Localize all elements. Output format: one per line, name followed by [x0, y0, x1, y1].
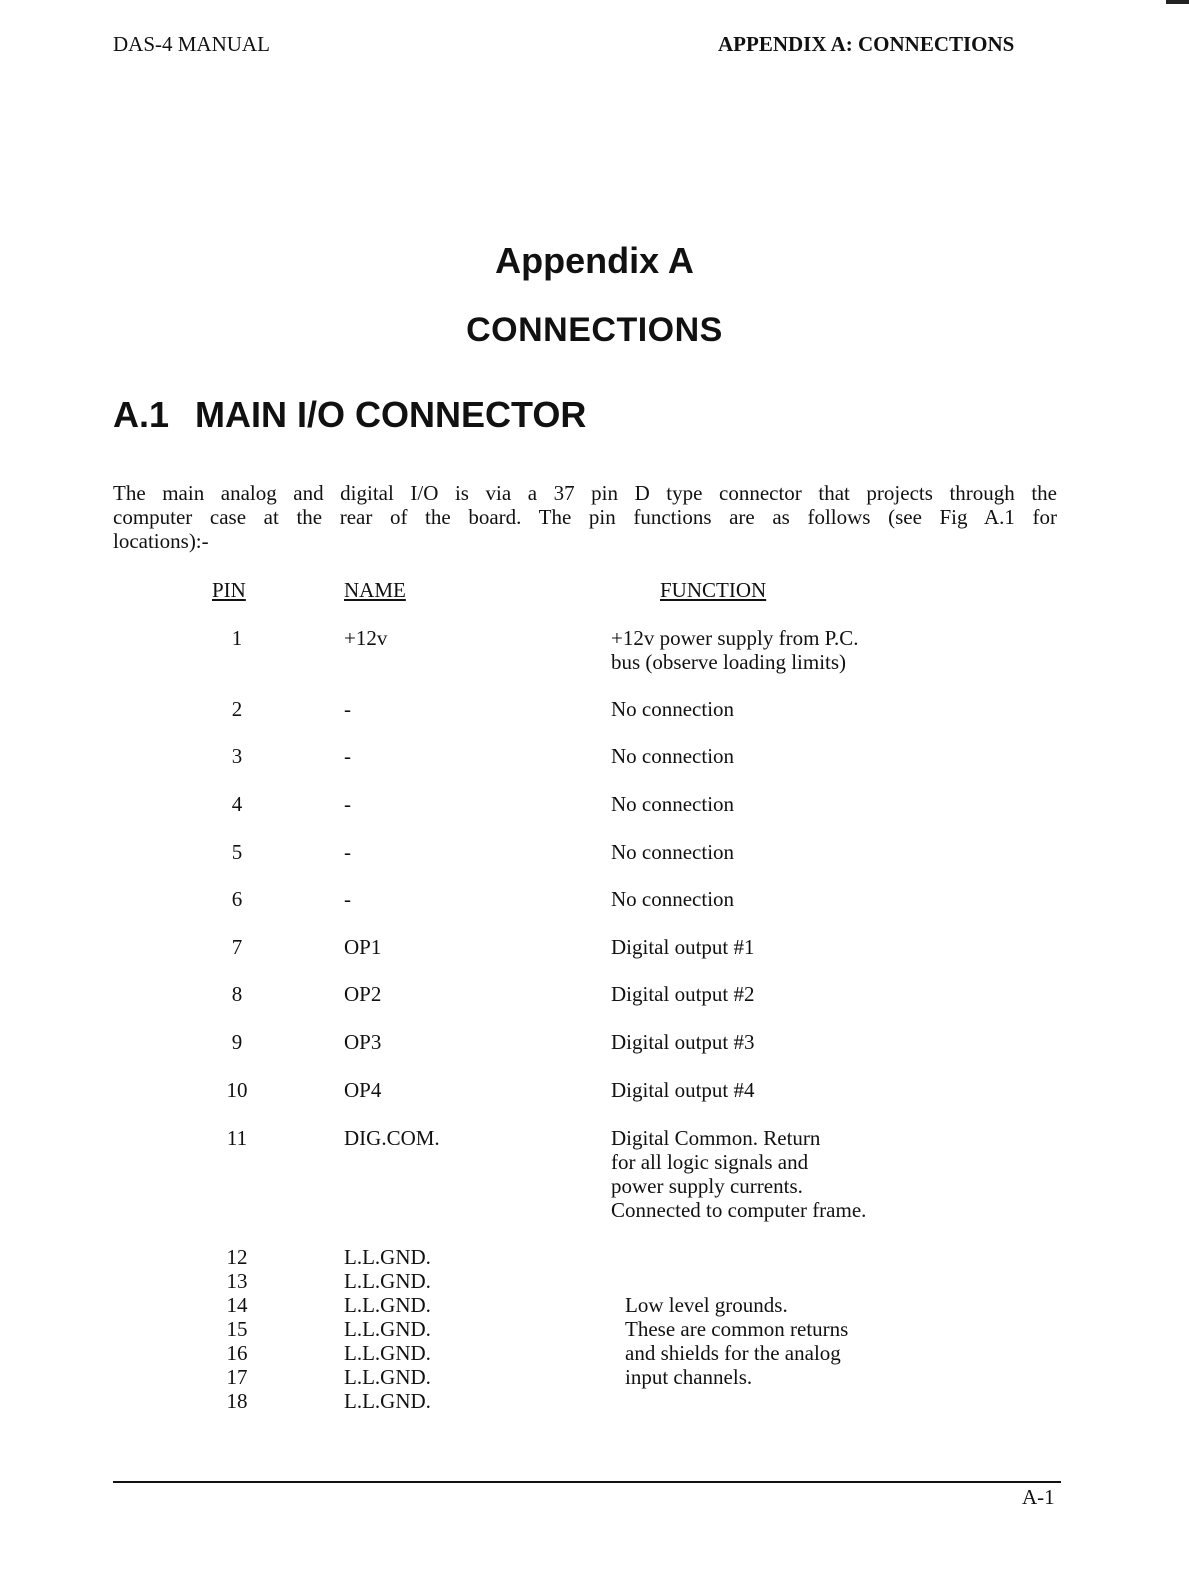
pin-name: L.L.GND.: [344, 1365, 431, 1389]
pin-name: -: [344, 840, 351, 864]
pin-function-line: No connection: [611, 792, 735, 816]
intro-line: locations):-: [113, 529, 209, 553]
pin-name: OP3: [344, 1030, 382, 1054]
pin-name: OP1: [344, 935, 382, 959]
pin-name: DIG.COM.: [344, 1126, 440, 1150]
pin-name: L.L.GND.: [344, 1245, 431, 1269]
pin-name: L.L.GND.: [344, 1269, 431, 1293]
pin-function-line: No connection: [611, 840, 735, 864]
pin-number: 2: [231, 697, 243, 721]
pin-number: 3: [231, 744, 243, 768]
pin-number: 16: [226, 1341, 248, 1365]
pin-name: -: [344, 744, 351, 768]
pin-number: 8: [231, 982, 243, 1006]
pin-name: L.L.GND.: [344, 1341, 431, 1365]
page-number: A-1: [1022, 1485, 1055, 1509]
pin-number: 12: [226, 1245, 248, 1269]
pin-number: 13: [226, 1269, 248, 1293]
section-title: MAIN I/O CONNECTOR: [195, 394, 587, 435]
pin-function-line: for all logic signals and: [611, 1150, 809, 1174]
pin-function-line: bus (observe loading limits): [611, 650, 847, 674]
pin-number: 5: [231, 840, 243, 864]
pin-name: OP2: [344, 982, 382, 1006]
pin-number: 7: [231, 935, 243, 959]
column-header-name: NAME: [344, 578, 406, 602]
scan-mark: [1166, 0, 1189, 4]
intro-line: The main analog and digital I/O is via a 37 pin D type connector that projects through the: [113, 481, 1057, 505]
pin-number: 11: [226, 1126, 248, 1150]
pin-number: 9: [231, 1030, 243, 1054]
pin-function-line: Digital output #2: [611, 982, 755, 1006]
ground-function-line: These are common returns: [625, 1317, 849, 1341]
pin-name: +12v: [344, 626, 388, 650]
ground-function-line: Low level grounds.: [625, 1293, 788, 1317]
pin-name: -: [344, 792, 351, 816]
pin-number: 14: [226, 1293, 248, 1317]
pin-function-line: Connected to computer frame.: [611, 1198, 867, 1222]
pin-function-line: Digital output #3: [611, 1030, 755, 1054]
pin-number: 1: [231, 626, 243, 650]
intro-paragraph: [113, 481, 1057, 553]
pin-name: L.L.GND.: [344, 1317, 431, 1341]
appendix-subtitle: CONNECTIONS: [466, 311, 723, 349]
section-heading: [113, 394, 586, 436]
running-header-right: APPENDIX A: CONNECTIONS: [718, 32, 1015, 56]
pin-number: 6: [231, 887, 243, 911]
running-header-left: DAS-4 MANUAL: [113, 32, 270, 56]
pin-name: OP4: [344, 1078, 382, 1102]
section-number: A.1: [113, 394, 170, 435]
pin-function-line: No connection: [611, 697, 735, 721]
intro-line: computer case at the rear of the board. The pin functions are as follows (see Fig A.1 for: [113, 505, 1057, 529]
pin-name: L.L.GND.: [344, 1293, 431, 1317]
appendix-title: Appendix A: [495, 240, 694, 281]
pin-name: -: [344, 887, 351, 911]
pin-name: -: [344, 697, 351, 721]
pin-function-line: Digital Common. Return: [611, 1126, 821, 1150]
pin-function-line: No connection: [611, 887, 735, 911]
pin-number: 10: [226, 1078, 248, 1102]
pin-function-line: No connection: [611, 744, 735, 768]
pin-name: L.L.GND.: [344, 1389, 431, 1413]
pin-number: 18: [226, 1389, 248, 1413]
ground-function-line: and shields for the analog: [625, 1341, 841, 1365]
pin-number: 15: [226, 1317, 248, 1341]
pin-function-line: +12v power supply from P.C.: [611, 626, 859, 650]
pin-number: 4: [231, 792, 243, 816]
footer-rule: [113, 1481, 1061, 1483]
column-header-function: FUNCTION: [660, 578, 767, 602]
column-header-pin: PIN: [212, 578, 246, 602]
pin-function-line: Digital output #1: [611, 935, 755, 959]
ground-function-line: input channels.: [625, 1365, 753, 1389]
pin-number: 17: [226, 1365, 248, 1389]
pin-function-line: power supply currents.: [611, 1174, 803, 1198]
pin-function-line: Digital output #4: [611, 1078, 755, 1102]
